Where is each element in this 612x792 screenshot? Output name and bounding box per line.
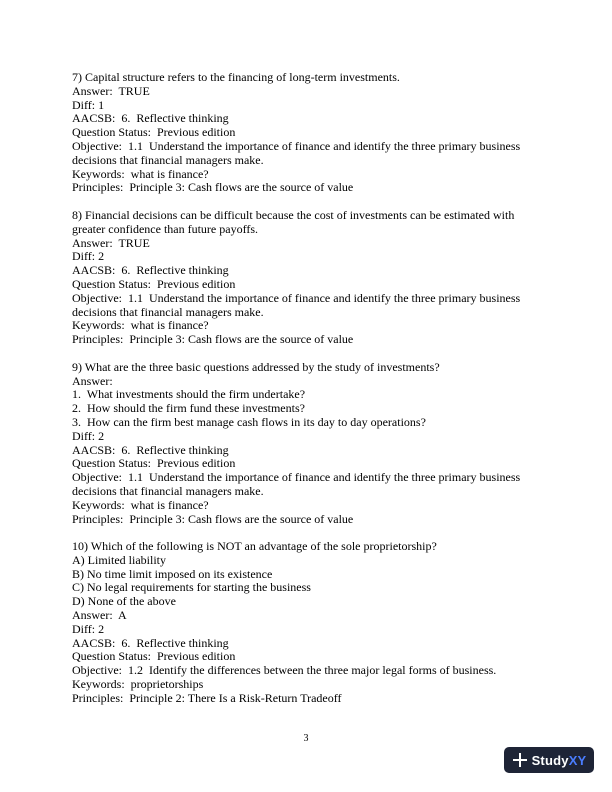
question-line: Objective: 1.1 Understand the importance of finance and identify the three primary business: [72, 470, 521, 485]
question-line: Diff: 2: [72, 428, 105, 443]
question-line: Answer: A: [72, 608, 127, 623]
question-line: Diff: 1: [72, 97, 105, 112]
question-line: Principles: Principle 3: Cash flows are the source of value: [72, 332, 354, 347]
question-line: 7) Capital structure refers to the financing of long-term investments.: [72, 70, 400, 84]
question-line: Keywords: what is finance?: [72, 497, 209, 512]
question-line: Keywords: what is finance?: [72, 318, 209, 333]
question-line: A) Limited liability: [72, 552, 166, 567]
question-line: Diff: 2: [72, 621, 105, 636]
question-line: B) No time limit imposed on its existence: [72, 566, 273, 581]
question-line: AACSB: 6. Reflective thinking: [72, 263, 229, 278]
question-line: Keywords: what is finance?: [72, 166, 209, 181]
badge-text: [532, 753, 587, 768]
question-line: Principles: Principle 3: Cash flows are the source of value: [72, 511, 354, 526]
question-9: [72, 361, 542, 527]
question-line: Question Status: Previous edition: [72, 456, 236, 471]
studyxy-badge[interactable]: [504, 747, 594, 773]
question-line: Principles: Principle 3: Cash flows are the source of value: [72, 180, 354, 195]
question-line: decisions that financial managers make.: [72, 304, 264, 319]
question-line: Objective: 1.1 Understand the importance of finance and identify the three primary business: [72, 290, 521, 305]
question-line: AACSB: 6. Reflective thinking: [72, 442, 229, 457]
question-8: [72, 209, 542, 347]
question-line: 3. How can the firm best manage cash flows in its day to day operations?: [72, 414, 426, 429]
question-10: [72, 540, 542, 706]
question-line: C) No legal requirements for starting the business: [72, 580, 311, 595]
question-line: 1. What investments should the firm undertake?: [72, 387, 306, 402]
question-line: AACSB: 6. Reflective thinking: [72, 111, 229, 126]
question-line: Objective: 1.2 Identify the differences between the three major legal forms of business.: [72, 663, 497, 678]
question-line: Question Status: Previous edition: [72, 276, 236, 291]
question-line: 8) Financial decisions can be difficult because the cost of investments can be estimated with: [72, 207, 515, 222]
question-line: Question Status: Previous edition: [72, 649, 236, 664]
question-line: decisions that financial managers make.: [72, 152, 264, 167]
question-line: AACSB: 6. Reflective thinking: [72, 635, 229, 650]
question-line: 2. How should the firm fund these investments?: [72, 401, 305, 416]
question-line: Answer: TRUE: [72, 83, 150, 98]
badge-text-study: Study: [531, 752, 569, 768]
question-line: D) None of the above: [72, 594, 176, 609]
question-line: 9) What are the three basic questions addressed by the study of investments?: [72, 359, 440, 374]
question-line: Principles: Principle 2: There Is a Risk-Return Tradeoff: [72, 690, 342, 705]
plus-icon: [512, 752, 528, 768]
question-line: decisions that financial managers make.: [72, 483, 264, 498]
question-line: Answer:: [72, 373, 113, 388]
question-line: 10) Which of the following is NOT an advantage of the sole proprietorship?: [72, 539, 437, 554]
question-line: greater confidence than future payoffs.: [72, 221, 259, 236]
question-line: Diff: 2: [72, 249, 105, 264]
question-7: [72, 71, 542, 195]
document-body: [72, 71, 542, 719]
question-line: Keywords: proprietorships: [72, 677, 204, 692]
question-line: Objective: 1.1 Understand the importance of finance and identify the three primary business: [72, 138, 521, 153]
question-line: Question Status: Previous edition: [72, 125, 236, 140]
question-line: Answer: TRUE: [72, 235, 150, 250]
page-number: 3: [303, 733, 309, 744]
badge-text-xy: XY: [568, 752, 587, 768]
